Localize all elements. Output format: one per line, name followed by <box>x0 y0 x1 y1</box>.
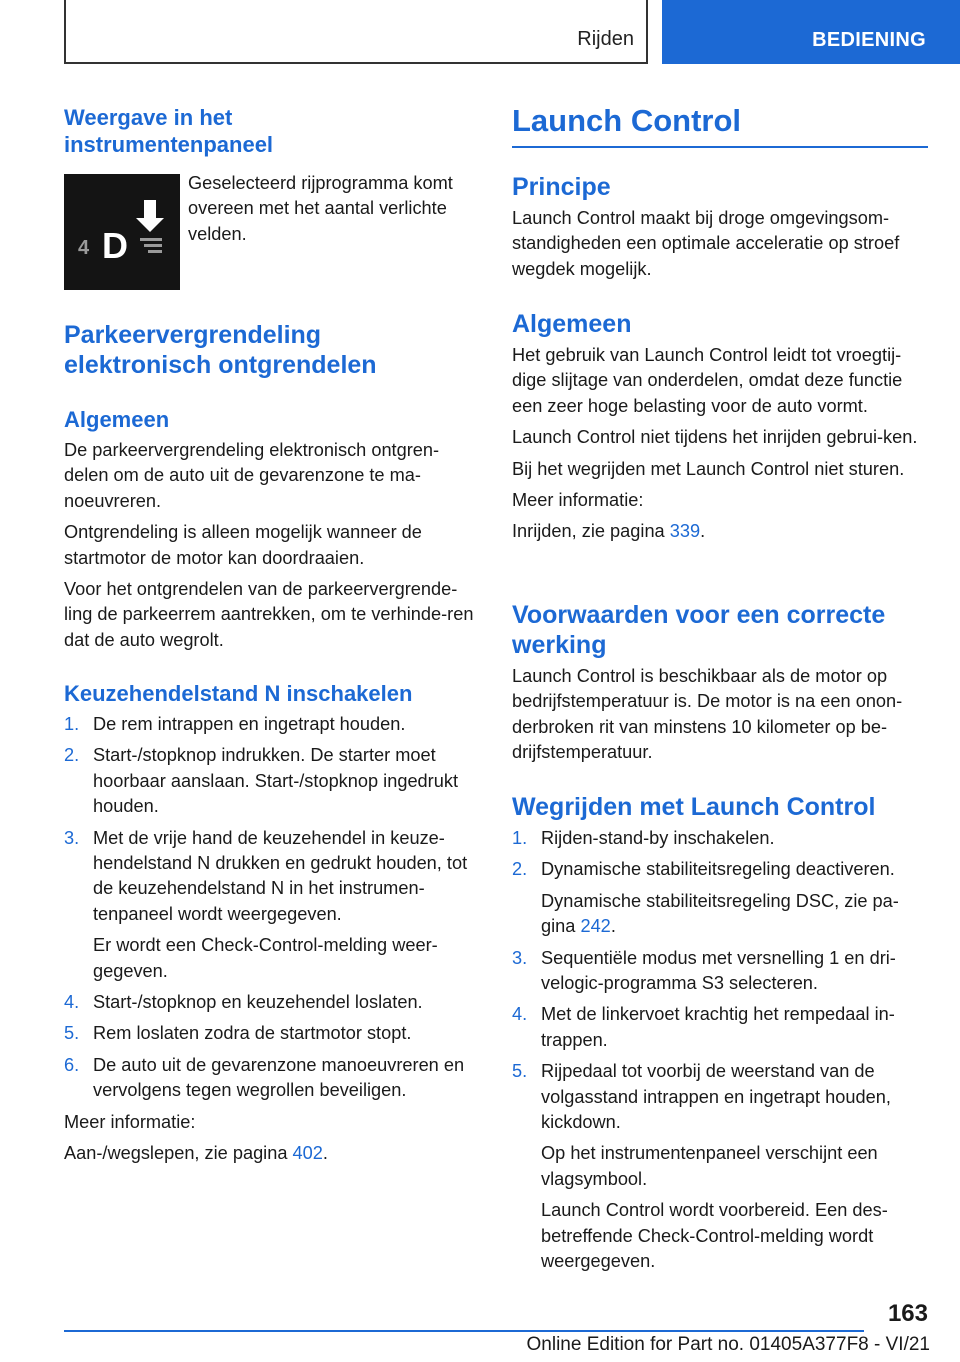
footer-edition: Online Edition for Part no. 01405A377F8 - VI/21 <box>526 1334 930 1355</box>
header-section-box <box>64 0 648 64</box>
header-chapter-tab[interactable] <box>662 0 960 64</box>
list-item: 6. De auto uit de gevarenzone manoeuvreren en vervolgens tegen wegrollen beveiligen. <box>64 1054 465 1101</box>
n-heading: Keuzehendelstand N inschakelen <box>64 681 413 706</box>
step2-note: Dynamische stabiliteitsregeling DSC, zie pa-gina 242. <box>541 890 899 937</box>
list-item: 1. De rem intrappen en ingetrapt houden. <box>64 714 406 734</box>
icon-letter: D <box>102 225 128 266</box>
left-general-p3: Voor het ontgrendelen van de parkeervergrende-ling de parkeerrem aantrekken, om te verhinde-ren dat de auto wegrolt. <box>64 579 474 650</box>
conditions-text: Launch Control is beschikbaar als de motor op bedrijfstemperatuur is. De motor is na een onon-derbroken rit van minstens 10 kilometer op be-drijfstemperatuur. <box>512 666 903 763</box>
list-item: 4. Met de linkervoet krachtig het rempedaal in-trappen. <box>512 1004 895 1050</box>
list-item: 3. Met de vrije hand de keuzehendel in keuze-hendelstand N drukken en gedrukt houden, tot de keuzehendelstand N in het instrumen-tenpaneel wordt weergegeven. <box>64 827 468 924</box>
list-item: 4. Start-/stopknop en keuzehendel loslaten. <box>64 992 423 1013</box>
left-reference: Aan-/wegslepen, zie pagina 402. <box>64 1143 328 1164</box>
parking-title: Parkeervergrendeling elektronisch ontgrendelen <box>64 321 377 379</box>
left-more-info: Meer informatie: <box>64 1111 196 1132</box>
footer-rule <box>64 1330 864 1332</box>
list-item: 3. Sequentiële modus met versnelling 1 en dri-velogic-programma S3 selecteren. <box>512 947 896 994</box>
left-general-heading: Algemeen <box>64 407 170 432</box>
header-chapter-label: BEDIENING <box>812 29 926 51</box>
drive-heading: Wegrijden met Launch Control <box>512 793 876 821</box>
step3-note: Er wordt een Check-Control-melding weer-gegeven. <box>93 935 438 981</box>
right-more-info: Meer informatie: <box>512 490 644 511</box>
list-item: 2. Start-/stopknop indrukken. De starter moet hoorbaar aanslaan. Start-/stopknop ingedrukt houden. <box>64 745 458 817</box>
list-item: 5. Rem loslaten zodra de startmotor stopt. <box>64 1023 412 1044</box>
left-general-p1: De parkeervergrendeling elektronisch ontgren-delen om de auto uit de gevarenzone te ma-noeuvreren. <box>64 440 440 511</box>
right-reference: Inrijden, zie pagina 339. <box>512 521 706 542</box>
step5-note-1: Op het instrumentenpaneel verschijnt een vlagsymbool. <box>541 1143 878 1189</box>
page-link-339[interactable]: 339 <box>669 521 701 542</box>
display-title: Weergave in het instrumentenpaneel <box>64 105 274 157</box>
principle-heading: Principe <box>512 173 611 201</box>
conditions-heading: Voorwaarden voor een correcte werking <box>512 601 886 659</box>
list-item: 2. Dynamische stabiliteitsregeling deactiveren. <box>512 859 895 880</box>
list-item: 1. Rijden-stand-by inschakelen. <box>512 828 775 848</box>
step5-note-2: Launch Control wordt voorbereid. Een des-betreffende Check-Control-melding wordt weergegeven. <box>541 1200 888 1272</box>
right-general-p3: Bij het wegrijden met Launch Control niet sturen. <box>512 458 905 479</box>
right-general-heading: Algemeen <box>512 310 632 338</box>
page-link-242[interactable]: 242 <box>580 916 611 937</box>
right-general-p1: Het gebruik van Launch Control leidt tot vroegtij-dige slijtage van onderdelen, omdat deze functie een zeer hoge belasting voor de auto vormt. <box>512 345 903 416</box>
display-text: Geselecteerd rijprogramma komt overeen met het aantal verlichte velden. <box>188 173 453 244</box>
left-general-p2: Ontgrendeling is alleen mogelijk wanneer de startmotor de motor kan doordraaien. <box>64 522 422 568</box>
drive-mode-4d-icon <box>64 174 180 290</box>
principle-text: Launch Control maakt bij droge omgevingsom-standigheden een optimale acceleratie op stroef wegdek mogelijk. <box>512 208 900 279</box>
drive-steps-list <box>512 826 928 1275</box>
header-section-label: Rijden <box>577 28 634 50</box>
list-item: 5. Rijpedaal tot voorbij de weerstand van de volgasstand intrappen en ingetrapt houden, kickdown. <box>512 1061 891 1133</box>
n-steps-list <box>64 712 478 1104</box>
right-general-p2: Launch Control niet tijdens het inrijden gebrui-ken. <box>512 427 918 448</box>
launch-control-title: Launch Control <box>512 103 742 138</box>
page-number: 163 <box>887 1300 928 1327</box>
icon-digit: 4 <box>78 237 90 259</box>
page-link-402[interactable]: 402 <box>292 1143 323 1164</box>
